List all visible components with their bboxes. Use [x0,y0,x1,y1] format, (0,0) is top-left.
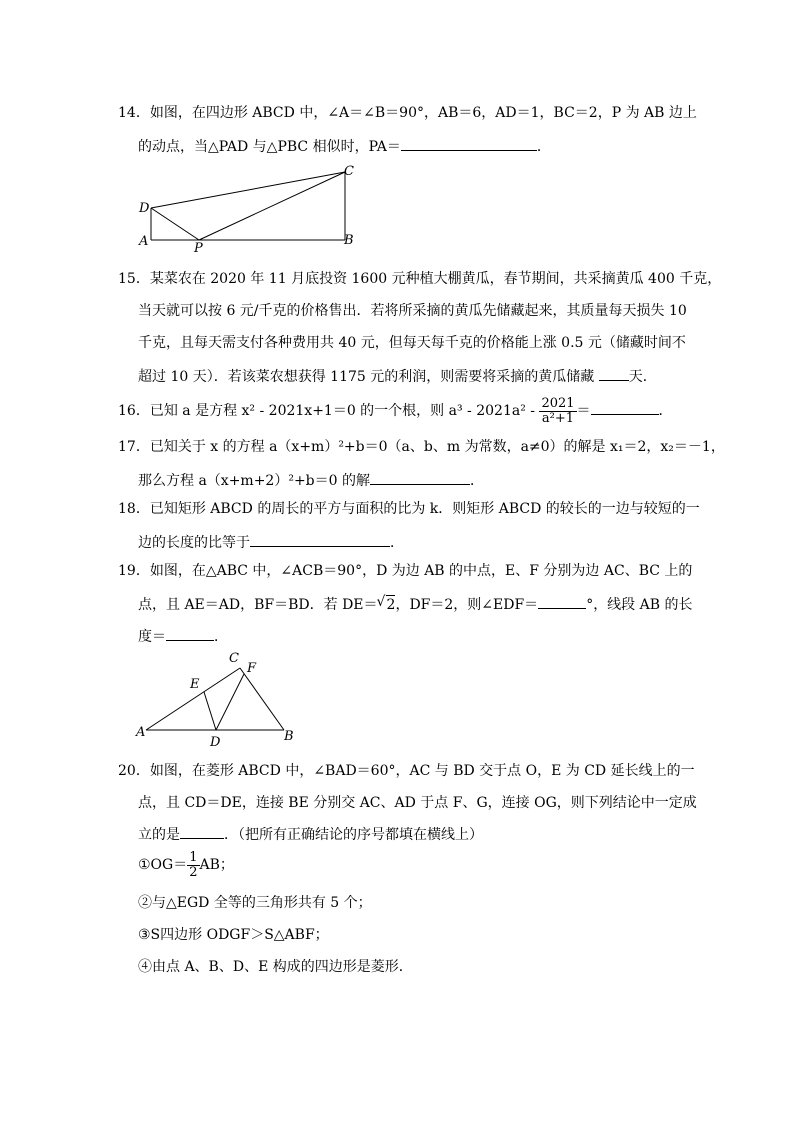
q19-text-2c: °，线段 AB 的长 [586,597,693,613]
q19-number: 19． [118,563,150,579]
q20-option-3 [138,926,329,944]
q15-text-3: 千克，且每天需支付各种费用共 40 元，但每天每千克的价格能上涨 0.5 元（储藏时间不 [138,335,686,351]
q20-text-1: 如图，在菱形 ABCD 中，∠BAD＝60°，AC 与 BD 交于点 O，E 为 CD 延长线上的一 [149,763,695,779]
q20-text-3: 立的是 [138,827,180,843]
q14-label-p: P [194,241,203,252]
q19-line1 [118,562,692,580]
q19-line3 [138,626,228,646]
q16-line [118,396,673,426]
q18-text-2: 边的长度的比等于 [138,535,250,551]
q20-text-2: 点，且 CD＝DE，连接 BE 分别交 AC、AD 于点 F、G，连接 OG，则下列结论中一定成 [138,795,697,811]
q20-line3 [138,824,483,844]
q16-text-pre: 已知 a 是方程 x² - 2021x+1＝0 的一个根，则 a³ - 2021a² - [149,403,535,419]
q15-line1 [118,270,721,288]
q18-line2 [138,532,404,552]
q14-line1 [118,104,697,122]
q19-label-e: E [190,677,200,692]
q19-label-f: F [247,661,257,676]
q14-label-c: C [344,164,354,179]
q19-label-b: B [284,729,294,744]
q19-sqrt: √ 2 [386,595,396,614]
q14-figure [135,160,365,252]
q19-text-1: 如图，在△ABC 中，∠ACB＝90°，D 为边 AB 的中点，E、F 分别为边 AC、BC 上的 [149,563,693,579]
q15-text-2: 当天就可以按 6 元/千克的价格售出．若将所采摘的黄瓜先储藏起来，其质量每天损失 10 [138,303,687,319]
q14-answer-blank[interactable] [401,136,537,151]
q18-number: 18． [118,501,150,517]
q19-segment-df [216,674,244,730]
q20-opt1-post: AB； [199,857,234,873]
q20-answer-blank[interactable] [180,824,224,839]
q20-opt1-pre: ①OG＝ [138,857,188,873]
q17-text-1: 已知关于 x 的方程 a（x+m）²+b＝0（a、b、m 为常数，a≠0）的解是 x₁＝2，x₂＝－1， [149,439,725,455]
q14-label-a: A [139,234,149,249]
q15-number: 15． [118,271,150,287]
q18-line1 [118,500,700,518]
q20-line2 [138,794,697,812]
q19-angle-blank[interactable] [538,594,586,609]
q16-frac-denominator: a²+1 [541,410,575,426]
q19-text-3: 度＝ [138,629,166,645]
q19-end: ． [214,629,228,645]
q14-text-2: 的动点，当△PAD 与△PBC 相似时，PA＝ [138,139,401,155]
q20-number: 20． [118,763,150,779]
q20-option-1 [138,848,234,882]
q19-text-2b: ，DF＝2，则∠EDF＝ [395,597,539,613]
q19-segment-ed [204,692,216,730]
q18-end: ． [390,535,404,551]
q20-text-3-end: ．（把所有正确结论的序号都填在横线上） [224,827,483,843]
q18-text-1: 已知矩形 ABCD 的周长的平方与面积的比为 k．则矩形 ABCD 的较长的一边与较短的一 [149,501,700,517]
q16-fraction [539,397,576,426]
q18-answer-blank[interactable] [250,532,390,547]
q20-opt1-denominator: 2 [189,864,198,880]
q19-line2 [138,594,693,614]
q17-line2 [138,470,484,490]
q20-line1 [118,762,695,780]
q20-opt2-text: ②与△EGD 全等的三角形共有 5 个； [138,895,372,911]
q14-segment-dp [151,208,199,240]
q16-frac-numerator: 2021 [541,395,575,411]
q19-figure [134,648,304,748]
q16-answer-blank[interactable] [591,400,659,415]
q15-line4 [138,366,657,386]
q20-opt4-text: ④由点 A、B、D、E 构成的四边形是菱形． [138,959,413,975]
q17-line1 [118,438,725,456]
q17-text-2: 那么方程 a（x+m+2）²+b＝0 的解 [138,473,370,489]
q14-end: ． [536,139,551,155]
q15-text-1: 某菜农在 2020 年 11 月底投资 1600 元种植大棚黄瓜，春节期间，共采摘黄瓜 400 千克， [149,271,722,287]
q19-text-2a: 点，且 AE＝AD，BF＝BD．若 DE＝ [138,597,378,613]
q19-label-d: D [210,735,221,748]
q15-line2 [138,302,687,320]
q14-line2 [138,136,551,156]
q19-label-a: A [136,725,146,740]
q15-text-4: 超过 10 天）．若该菜农想获得 1175 元的利润，则需要将采摘的黄瓜储藏 [138,369,595,385]
q15-line3 [138,334,686,352]
q20-option-4 [138,958,413,976]
q14-number: 14． [118,105,150,121]
q20-opt1-numerator: 1 [189,849,198,865]
q14-segment-pc [199,172,345,240]
q16-text-post: ＝ [576,403,591,419]
q17-answer-blank[interactable] [370,470,470,485]
q15-end: 天． [628,369,657,385]
q17-number: 17． [118,439,150,455]
q20-option-2 [138,894,372,912]
q19-segment-cb [240,668,284,730]
q14-label-b: B [344,233,354,248]
q20-opt3-text: ③S四边形 ODGF＞S△ABF； [138,927,329,943]
q17-end: ． [470,473,484,489]
q19-length-blank[interactable] [166,626,214,641]
q14-text-1: 如图，在四边形 ABCD 中，∠A＝∠B＝90°，AB＝6，AD＝1，BC＝2，P 为 AB 边上 [149,105,697,121]
q19-label-c: C [229,651,239,666]
q15-answer-blank[interactable] [599,366,629,381]
q16-end: ． [658,403,673,419]
q14-segment-dc [151,172,345,208]
q14-label-d: D [139,201,150,216]
q16-number: 16． [118,403,150,419]
q20-opt1-fraction [187,851,199,880]
